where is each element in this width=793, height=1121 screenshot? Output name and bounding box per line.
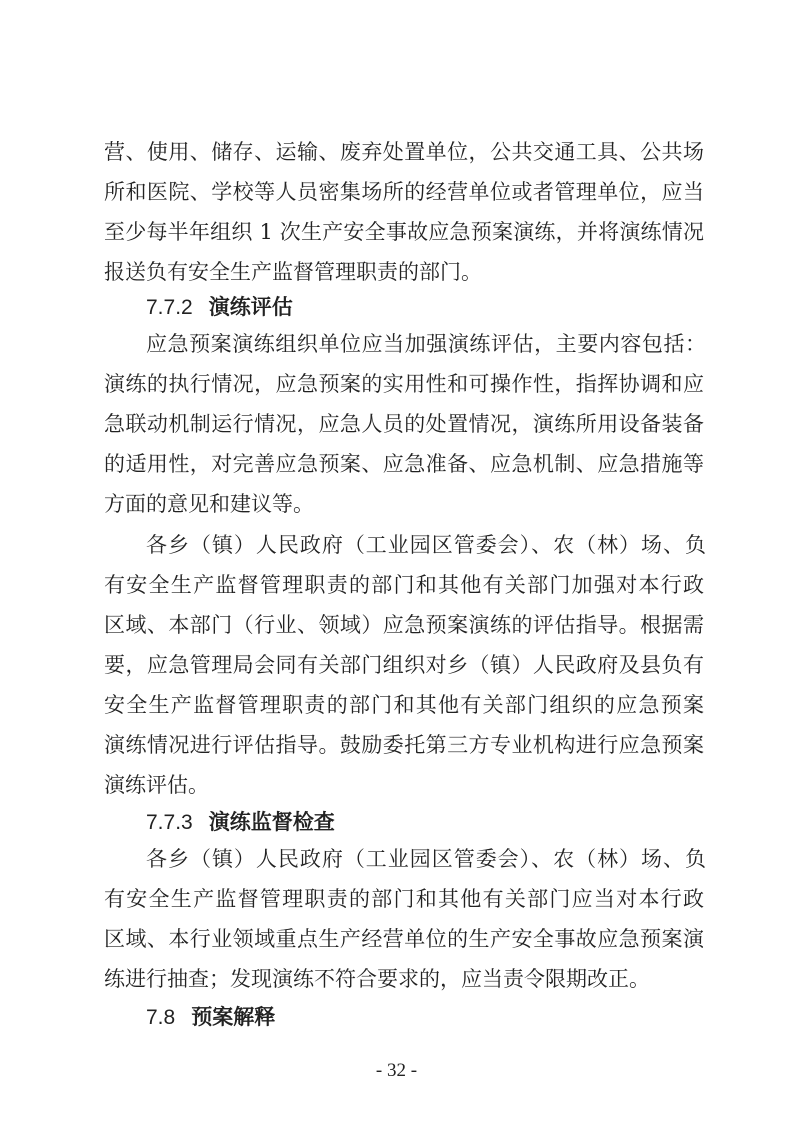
paragraph-line: 各乡（镇）人民政府（工业园区管委会）、农（林）场、负 — [146, 847, 706, 871]
paragraph-line: 应急预案演练组织单位应当加强演练评估，主要内容包括： — [146, 332, 706, 356]
paragraph-line: 安全生产监督管理职责的部门和其他有关部门组织的应急预案 — [104, 693, 704, 717]
section-heading-7-7-2 — [146, 289, 293, 325]
paragraph-line: 报送负有安全生产监督管理职责的部门。 — [104, 260, 482, 284]
paragraph-line: 有安全生产监督管理职责的部门和其他有关部门应当对本行政 — [104, 887, 704, 911]
section-number: 7.8 — [146, 1006, 176, 1029]
paragraph-line: 有安全生产监督管理职责的部门和其他有关部门加强对本行政 — [104, 573, 704, 597]
paragraph-line: 练进行抽查；发现演练不符合要求的，应当责令限期改正。 — [104, 967, 650, 991]
section-heading-7-8 — [146, 999, 275, 1035]
section-title: 预案解释 — [191, 1005, 276, 1029]
paragraph-line: 营、使用、储存、运输、废弃处置单位，公共交通工具、公共场 — [104, 140, 704, 164]
paragraph-line: 演练情况进行评估指导。鼓励委托第三方专业机构进行应急预案 — [104, 733, 704, 757]
section-number: 7.7.3 — [146, 811, 193, 834]
page-number: - 32 - — [375, 1060, 418, 1081]
section-title: 演练监督检查 — [208, 810, 335, 834]
paragraph-line: 各乡（镇）人民政府（工业园区管委会）、农（林）场、负 — [146, 533, 706, 557]
paragraph-line: 的适用性，对完善应急预案、应急准备、应急机制、应急措施等 — [104, 452, 704, 476]
paragraph-line: 演练评估。 — [104, 773, 209, 797]
paragraph-line: 所和医院、学校等人员密集场所的经营单位或者管理单位，应当 — [104, 180, 704, 204]
paragraph-line: 区域、本行业领域重点生产经营单位的生产安全事故应急预案演 — [104, 927, 704, 951]
paragraph-line: 方面的意见和建议等。 — [104, 492, 314, 516]
paragraph-line: 要，应急管理局会同有关部门组织对乡（镇）人民政府及县负有 — [104, 653, 704, 677]
section-heading-7-7-3 — [146, 804, 335, 840]
section-title: 演练评估 — [208, 295, 293, 319]
paragraph-line: 至少每半年组织 1 次生产安全事故应急预案演练，并将演练情况 — [104, 220, 704, 244]
section-number: 7.7.2 — [146, 296, 193, 319]
paragraph-line: 区域、本部门（行业、领域）应急预案演练的评估指导。根据需 — [104, 613, 704, 637]
paragraph-line: 急联动机制运行情况，应急人员的处置情况，演练所用设备装备 — [104, 412, 704, 436]
paragraph-line: 演练的执行情况，应急预案的实用性和可操作性，指挥协调和应 — [104, 372, 704, 396]
